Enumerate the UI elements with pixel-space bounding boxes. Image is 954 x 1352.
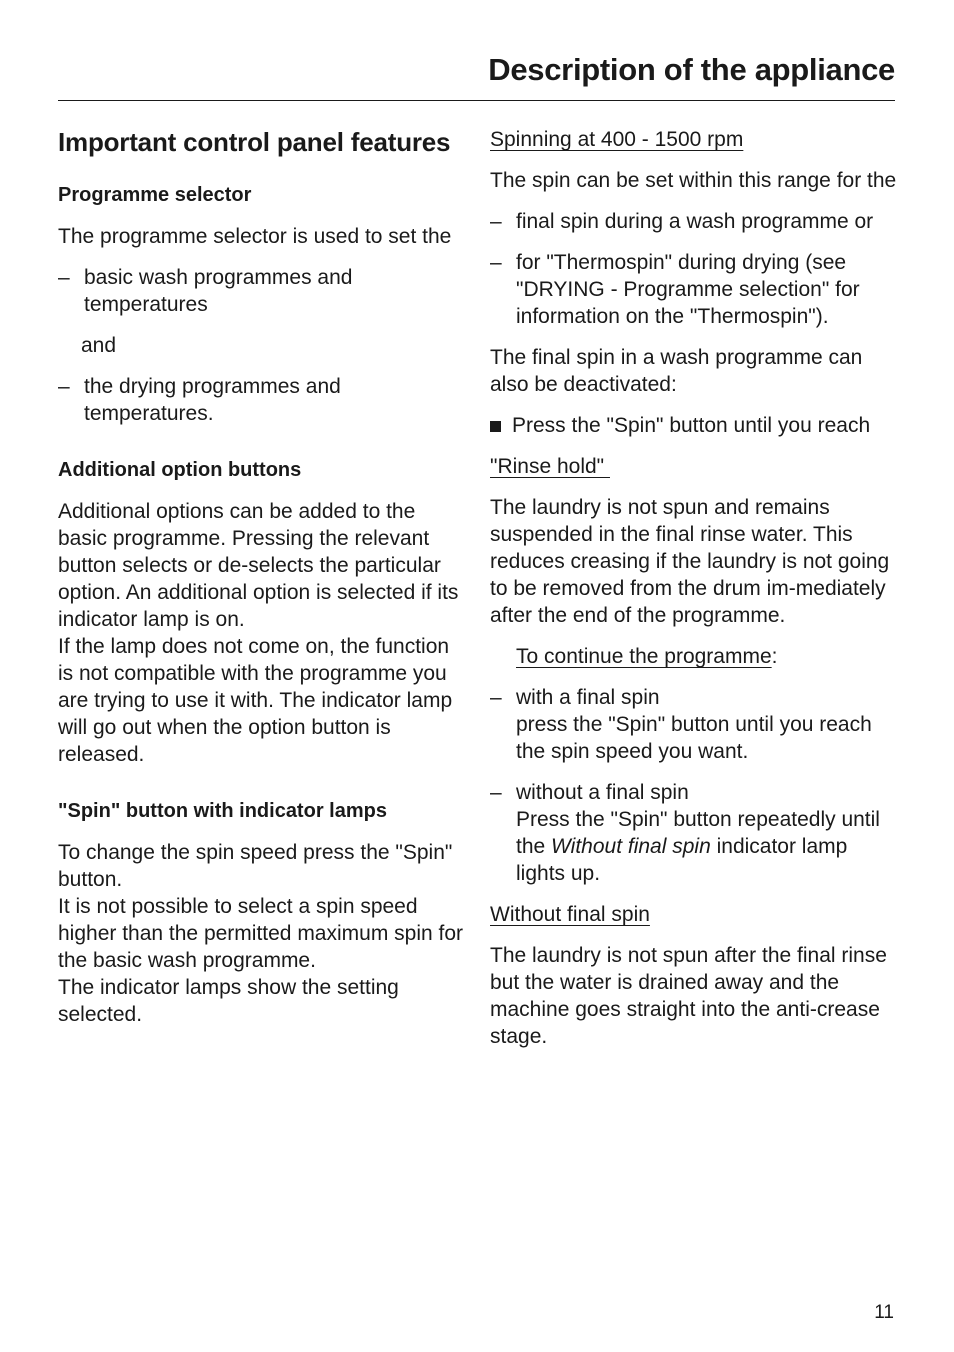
list-item-text: for "Thermospin" during drying (see "DRYING - Programme selection" for information on the "Thermospin"). <box>516 251 860 328</box>
square-bullet-icon <box>490 421 501 432</box>
spin-button-body-3: The indicator lamps show the setting selected. <box>58 976 399 1026</box>
programme-selector-heading: Programme selector <box>58 184 252 206</box>
spinning-intro: The spin can be set within this range for the <box>490 169 897 192</box>
spin-button-body-2: It is not possible to select a spin speed higher than the permitted maximum spin for the basic wash programme. <box>58 895 464 972</box>
spinning-subheading: Spinning at 400 - 1500 rpm <box>490 128 744 151</box>
left-column <box>58 126 466 1042</box>
spin-button-body: To change the spin speed press the "Spin" button. <box>58 841 453 891</box>
list-item <box>490 779 898 887</box>
section-heading: Important control panel features <box>58 127 451 157</box>
list-item-text-part: Press the "Spin" button repeatedly until the <box>516 808 880 858</box>
dash-marker: – <box>490 251 502 274</box>
dash-marker: – <box>490 210 502 233</box>
list-item <box>58 264 466 318</box>
list-item-text: without a final spin <box>516 781 689 804</box>
and-text: and <box>81 334 117 357</box>
additional-options-body: Additional options can be added to the basic programme. Pressing the relevant button selects or de-selects the particular option. An additional option is selected if its indicator lamp is on. <box>58 500 459 631</box>
continue-label <box>490 643 898 670</box>
rinse-hold-subheading: "Rinse hold" <box>490 455 610 478</box>
list-item-text: the drying programmes and temperatures. <box>84 375 341 425</box>
page-number: 11 <box>874 1302 894 1323</box>
programme-selector-intro: The programme selector is used to set the <box>58 225 452 248</box>
continue-label-text: To continue the programme <box>516 645 772 668</box>
page-title: Description of the appliance <box>488 52 895 87</box>
option-name: Without final spin <box>551 835 711 858</box>
dash-marker: – <box>58 266 70 289</box>
header-rule <box>58 100 895 101</box>
list-item <box>490 249 898 330</box>
deactivate-text: The final spin in a wash programme can also be deactivated: <box>490 346 863 396</box>
without-final-spin-subheading: Without final spin <box>490 903 650 926</box>
list-item-text: with a final spin <box>516 686 660 709</box>
continue-colon: : <box>771 645 778 668</box>
spin-button-heading: "Spin" button with indicator lamps <box>58 800 387 822</box>
list-item-text-part: indicator lamp lights up. <box>516 835 848 885</box>
list-item <box>490 208 898 235</box>
right-column <box>490 126 898 1064</box>
list-item-text: final spin during a wash programme or <box>516 210 874 233</box>
list-item <box>490 684 898 765</box>
list-item-text-2 <box>516 806 898 887</box>
dash-marker: – <box>490 781 502 804</box>
instruction-text: Press the "Spin" button until you reach <box>512 414 871 437</box>
rinse-hold-body: The laundry is not spun and remains suspended in the final rinse water. This reduces creasing if the laundry is not going to be removed from the drum im-mediately after the end of the programme. <box>490 496 890 627</box>
instruction-item <box>490 412 898 439</box>
additional-options-heading: Additional option buttons <box>58 459 302 481</box>
list-item-text: basic wash programmes and temperatures <box>84 266 353 316</box>
dash-marker: – <box>490 686 502 709</box>
list-item-text-2: press the "Spin" button until you reach the spin speed you want. <box>516 713 872 763</box>
additional-options-body-2: If the lamp does not come on, the function is not compatible with the programme you are trying to use it with. The indicator lamp will go out when the option button is released. <box>58 635 453 766</box>
dash-marker: – <box>58 375 70 398</box>
without-final-spin-body: The laundry is not spun after the final rinse but the water is drained away and the machine goes straight into the anti-crease stage. <box>490 944 887 1048</box>
list-item <box>58 373 466 427</box>
